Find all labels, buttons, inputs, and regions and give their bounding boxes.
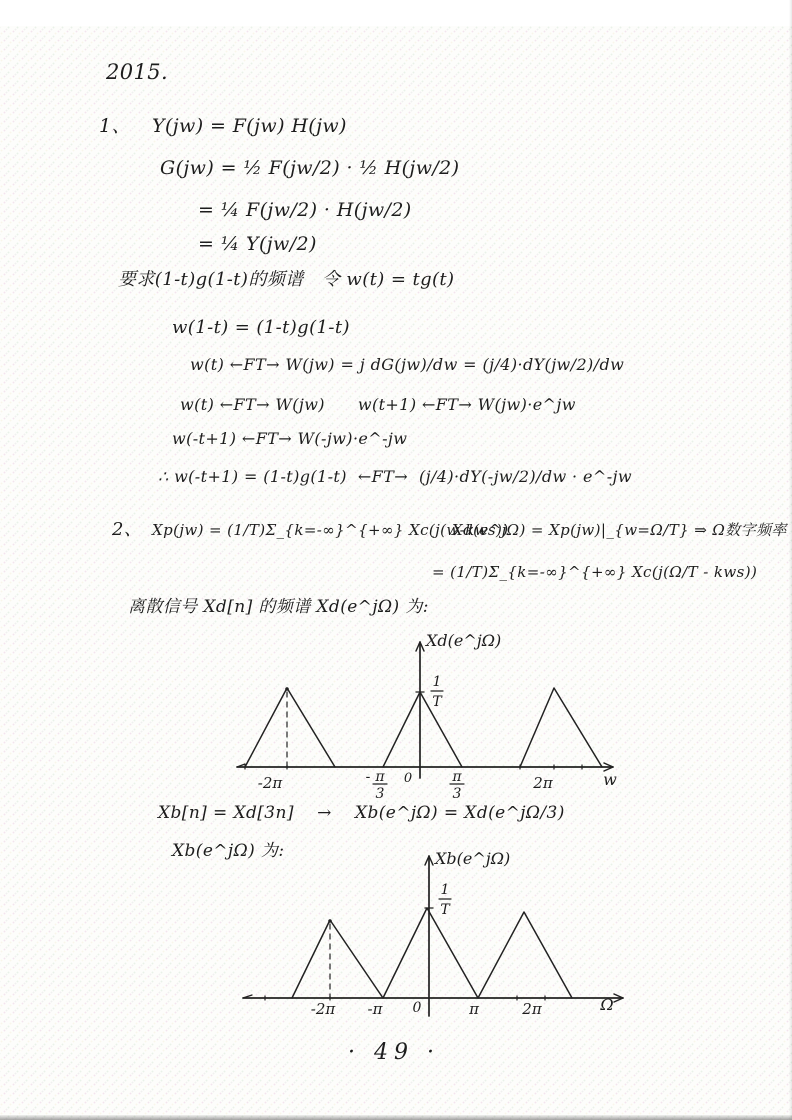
- graph1-tick-pos2pi: 2π: [533, 774, 553, 792]
- problem2-note1: 离散信号 Xd[n] 的频谱 Xd(e^jΩ) 为:: [128, 597, 429, 617]
- year-heading: 2015.: [106, 60, 169, 84]
- problem1-eq9: ∴ w(-t+1) = (1-t)g(1-t) ←FT→ (j/4)·dY(-jw/2)/dw · e^-jw: [158, 467, 632, 486]
- graph2-triangle-center: [383, 908, 478, 998]
- graph2-spectrum-sketch: [225, 848, 655, 1033]
- scan-edge-bottom: [0, 1115, 792, 1120]
- problem2-eq2: Xd(e^jΩ) = Xp(jw)|_{w=Ω/T} ⇒ Ω数字频率: [452, 521, 787, 539]
- graph2-tick-negpi: -π: [367, 1000, 383, 1018]
- graph1-triangle-pos2pi: [520, 688, 602, 767]
- graph2-peak-dot: [328, 919, 332, 923]
- problem1-eq4: = ¼ Y(jw/2): [198, 233, 317, 255]
- problem1-eq1: Y(jw) = F(jw) H(jw): [152, 115, 347, 137]
- graph1-tick-negpi3-minus: -: [365, 769, 371, 785]
- graph2-peak-denominator: T: [440, 902, 450, 918]
- problem1-eq6: w(t) ←FT→ W(jw) = j dG(jw)/dw = (j/4)·dY(jw/2)/dw: [190, 355, 625, 374]
- page-number: · 49 ·: [348, 1040, 440, 1065]
- graph1-tick-negpi3-den: 3: [375, 786, 385, 802]
- graph2-peak-numerator: 1: [440, 882, 450, 898]
- graph2-axis-label: Ω: [600, 995, 614, 1014]
- graph1-tick-negpi3-num: π: [375, 769, 385, 785]
- problem2-note2: Xb(e^jΩ) 为:: [172, 841, 285, 861]
- graph2-tick-pos2pi: 2π: [522, 1000, 542, 1018]
- graph2-title: Xb(e^jΩ): [435, 849, 511, 868]
- problem2-eq3: = (1/T)Σ_{k=-∞}^{+∞} Xc(j(Ω/T - kws)): [432, 563, 758, 581]
- graph2-triangle-pos2pi: [478, 912, 572, 998]
- graph1-tick-zero: 0: [403, 771, 413, 786]
- problem1-number: 1、: [99, 115, 131, 137]
- graph1-axis-label: w: [603, 770, 617, 789]
- problem1-task: 要求(1-t)g(1-t)的频谱 令 w(t) = tg(t): [118, 269, 455, 290]
- graph1-triangle-center: [383, 692, 462, 767]
- problem2-number: 2、: [112, 519, 143, 540]
- problem1-eq8: w(-t+1) ←FT→ W(-jw)·e^-jw: [172, 429, 408, 448]
- graph1-title: Xd(e^jΩ): [426, 631, 502, 650]
- graph1-tick-neg2pi: -2π: [257, 774, 283, 792]
- graph2-tick-pi: π: [469, 1000, 479, 1018]
- problem1-eq7: w(t) ←FT→ W(jw) w(t+1) ←FT→ W(jw)·e^jw: [180, 395, 576, 414]
- problem2-eq1: Xp(jw) = (1/T)Σ_{k=-∞}^{+∞} Xc(j(w-kws)): [152, 521, 509, 539]
- graph1-tick-pi3-num: π: [452, 769, 462, 785]
- graph2-tick-zero: 0: [412, 1000, 422, 1016]
- scan-top-margin: [0, 0, 792, 26]
- graph1-peak-numerator: 1: [432, 674, 442, 690]
- problem1-eq2: G(jw) = ½ F(jw/2) · ½ H(jw/2): [160, 157, 460, 179]
- graph2-triangle-neg2pi: [292, 920, 383, 998]
- graph1-spectrum-sketch: [210, 628, 650, 813]
- problem2-map-line: Xb[n] = Xd[3n] → Xb(e^jΩ) = Xd(e^jΩ/3): [158, 803, 565, 823]
- problem1-eq5: w(1-t) = (1-t)g(1-t): [172, 317, 350, 338]
- graph1-tick-pi3-den: 3: [452, 786, 462, 802]
- graph1-peak-denominator: T: [432, 694, 442, 710]
- problem1-eq3: = ¼ F(jw/2) · H(jw/2): [198, 199, 412, 221]
- graph2-tick-neg2pi: -2π: [310, 1000, 336, 1018]
- graph1-peak-dot: [285, 687, 289, 691]
- graph1-triangle-neg2pi: [245, 688, 335, 767]
